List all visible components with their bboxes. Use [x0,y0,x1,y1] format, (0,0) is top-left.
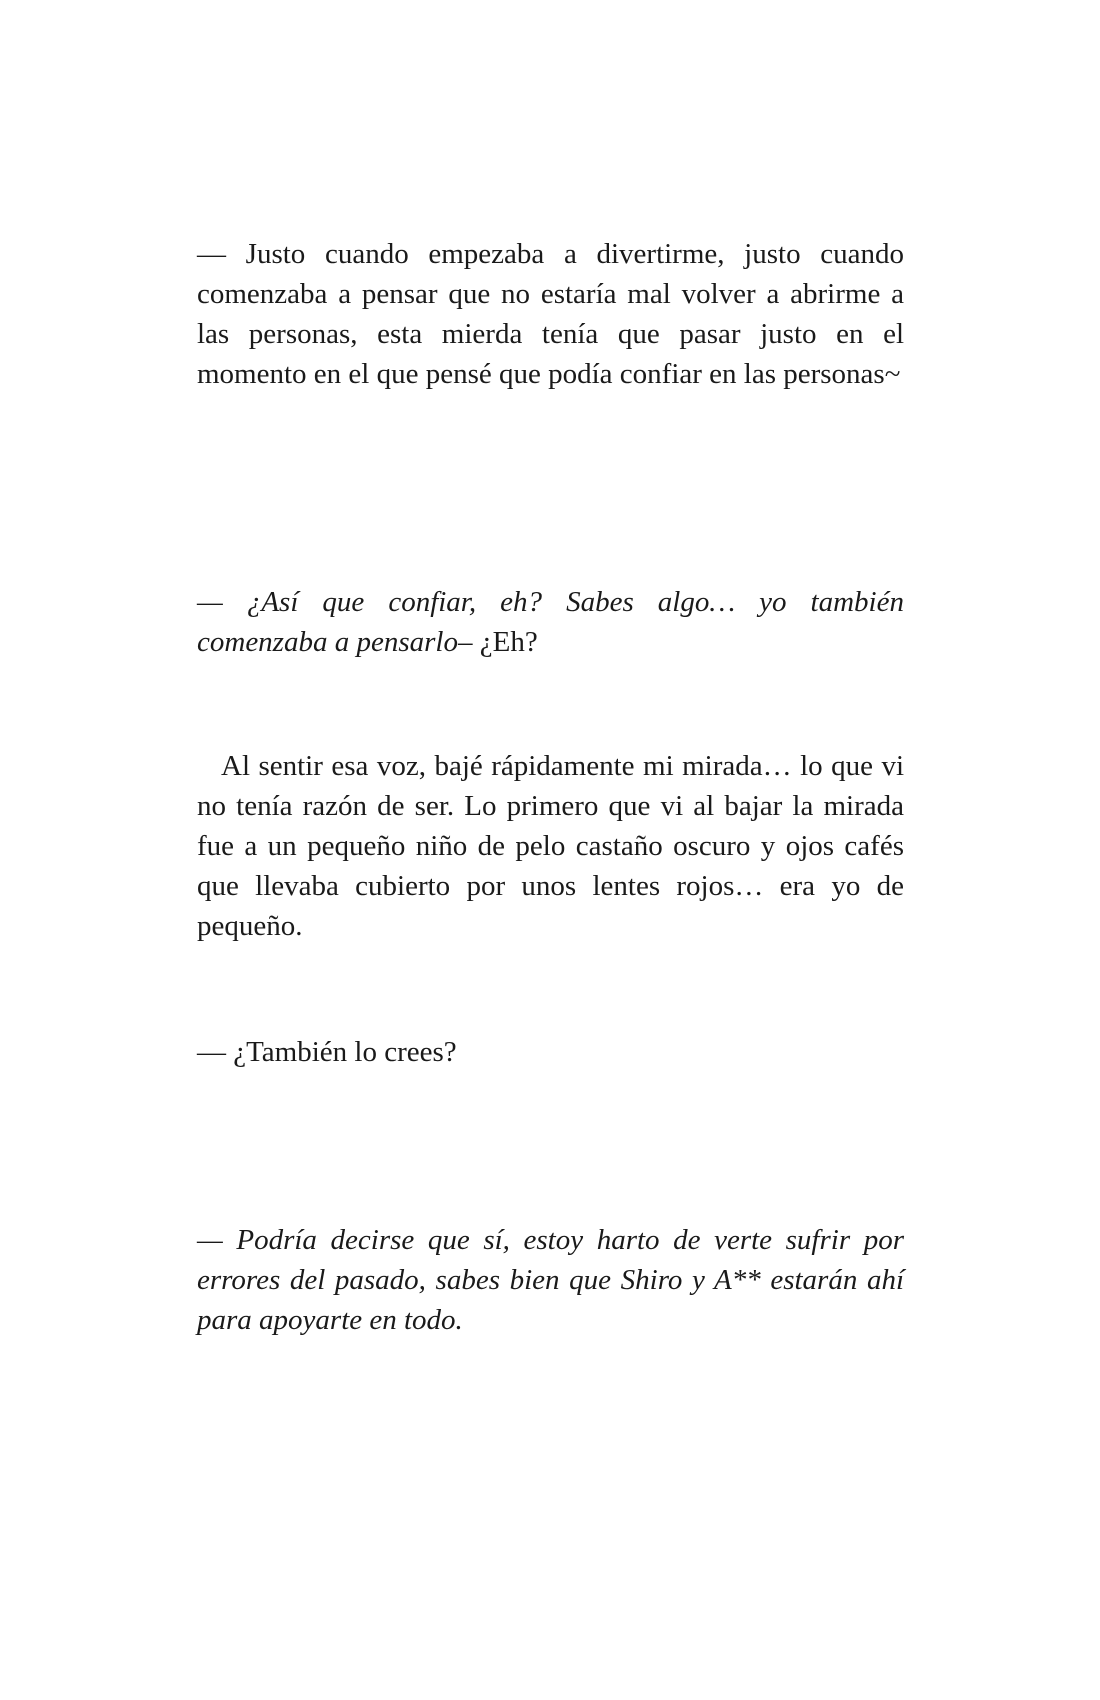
dialogue-upright-text: ¿Eh? [472,626,538,658]
dialogue-paragraph-3: — ¿También lo crees? [197,1036,457,1068]
dialogue-italic-text: — ¿Así que confiar, eh? Sabes algo… yo también comenzaba a pensarlo– [197,586,904,658]
dialogue-paragraph-2 [197,582,904,662]
narration-paragraph: Al sentir esa voz, bajé rápidamente mi mirada… lo que vi no tenía razón de ser. Lo primero que vi al bajar la mirada fue a un pequeño niño de pelo castaño oscuro y ojos cafés que llevaba cubierto por unos lentes rojos… era yo de pequeño. [197,750,904,942]
dialogue-paragraph-1: — Justo cuando empezaba a divertirme, justo cuando comenzaba a pensar que no estaría mal volver a abrirme a las personas, esta mierda tenía que pasar justo en el momento en el que pensé que podía confiar en las personas~ [197,238,904,390]
dialogue-paragraph-4: — Podría decirse que sí, estoy harto de verte sufrir por errores del pasado, sabes bien que Shiro y A** estarán ahí para apoyarte en todo. [197,1224,904,1336]
